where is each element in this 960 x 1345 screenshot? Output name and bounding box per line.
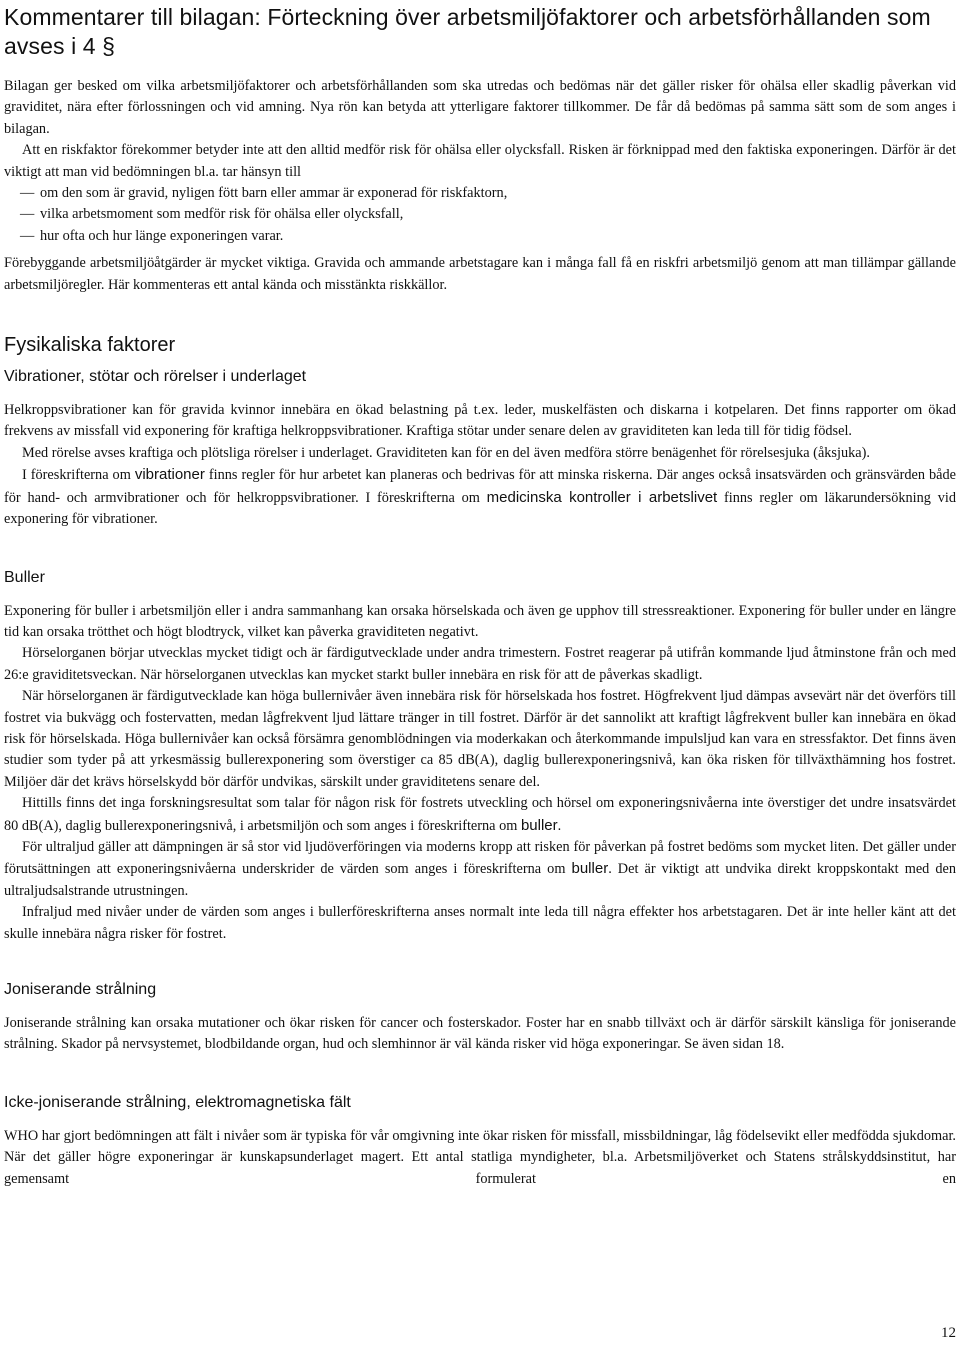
page-number: 12 <box>941 1325 956 1341</box>
text-run: finns regler för hur arbetet kan planeras och bedrivas för att minska riskerna. Där anges också insatsvärden och gränsvärden både för hand- och armvibrationer och för helkroppsvibrationer. I föreskrifterna om <box>4 467 956 506</box>
body-paragraph: Infraljud med nivåer under de värden som anges i bullerföreskrifterna anses normalt inte leda till några effekter hos arbetstagaren. Det är inte heller känt att det skulle innebära några risker för fostret. <box>4 904 956 942</box>
subsection-heading-icke-joniserande: Icke-joniserande strålning, elektromagnetiska fält <box>4 1093 351 1111</box>
body-paragraph <box>4 464 956 530</box>
subsection-heading-buller: Buller <box>4 568 45 586</box>
body-paragraph <box>4 793 956 837</box>
body-paragraph: Exponering för buller i arbetsmiljön eller i andra sammanhang kan orsaka hörselskada och även ge upphov till stressreaktioner. Exponering för buller under en längre tid kan orsaka trötthet och högt blodtryck, vilket kan påverka graviditeten negativt. <box>4 602 956 640</box>
text-run: . Det är viktigt att undvika direkt kroppskontakt med den ultraljudsalstrande utrustningen. <box>4 861 956 899</box>
consideration-list <box>4 183 956 247</box>
subsection-heading-joniserande: Joniserande strålning <box>4 981 157 998</box>
intro-paragraph: Förebyggande arbetsmiljöåtgärder är mycket viktiga. Gravida och ammande arbetstagare kan i många fall få en riskfri arbetsmiljö genom att man tillämpar gällande arbetsmiljöregler. Här kommenteras ett antal kända och misstänkta riskkällor. <box>4 255 956 293</box>
body-paragraph: Helkroppsvibrationer kan för gravida kvinnor innebära en ökad belastning på t.ex. leder, muskelfästen och diskarna i kotpelaren. Det finns rapporter om ökad frekvens av missfall vid exponering för kraftiga helkroppsvibrationer. Kraftiga stötar under senare delen av graviditeten kan leda till för tidig födsel. <box>4 402 956 440</box>
list-item: — hur ofta och hur länge exponeringen varar. <box>4 226 956 247</box>
text-run: finns regler om läkarundersökning vid exponering för vibrationer. <box>4 489 956 528</box>
regulation-link-medicinska-kontroller[interactable]: medicinska kontroller i arbetslivet <box>486 488 718 506</box>
document-title: Kommentarer till bilagan: Förteckning över arbetsmiljöfaktorer och arbetsförhållanden som avses i 4 § <box>4 4 931 59</box>
list-item: — vilka arbetsmoment som medför risk för ohälsa eller olycksfall, <box>4 204 956 225</box>
intro-paragraph: Bilagan ger besked om vilka arbetsmiljöfaktorer och arbetsförhållanden som ska utredas och bedömas när det gäller risker för ohälsa eller skadlig påverkan vid graviditet, nära efter förlossningen och vid amning. Nya rön kan betyda att ytterligare faktorer tillkommer. De får då bedömas på samma sätt som de som anges i bilagan. <box>4 78 956 137</box>
text-run: För ultraljud gäller att dämpningen är så stor vid ljudöverföringen via moderns kropp att risken för påverkan på fostret bedöms som mycket liten. Det gäller under förutsättningen att exponeringsnivåerna underskrider de värden som anges i föreskrifterna om <box>4 838 956 878</box>
body-paragraph: Hörselorganen börjar utvecklas mycket tidigt och är färdigutvecklade under andra trimestern. Fostret reagerar på utifrån kommande ljud åtminstone från och med 26:e graviditetsveckan. När hörselorganen utvecklas kan mycket starkt buller innebära en risk för att de påverkas skadligt. <box>4 645 956 683</box>
section-heading-fysikaliska: Fysikaliska faktorer <box>4 334 176 357</box>
body-paragraph: WHO har gjort bedömningen att fält i nivåer som är typiska för vår omgivning inte ökar risken för missfall, missbildningar, låg födelsevikt eller medfödda sjukdomar. När det gäller högre exponeringar är kunskapsunderlaget magert. Ett antal statliga myndigheter, bl.a. Arbetsmiljöverket och Statens strålskyddsinstitut, har gemensamt formulerat en <box>4 1127 956 1187</box>
list-item: — om den som är gravid, nyligen fött barn eller ammar är exponerad för riskfaktorn, <box>4 183 956 204</box>
regulation-link-buller[interactable]: buller <box>571 860 609 878</box>
intro-paragraph: Att en riskfaktor förekommer betyder inte att den alltid medför risk för ohälsa eller olycksfall. Risken är förknippad med den faktiska exponeringen. Därför är det viktigt att man vid bedömningen bl.a. tar hänsyn till <box>4 142 956 180</box>
body-paragraph: Joniserande strålning kan orsaka mutationer och ökar risken för cancer och fosterskador. Foster har en snabb tillväxt och är därför särskilt känsliga för joniserande strålning. Skador på nervsystemet, blodbildande organ, hud och slemhinnor är väl kända risker vid höga exponeringar. Se även sidan 18. <box>4 1015 956 1053</box>
regulation-link-buller[interactable]: buller <box>520 816 558 834</box>
document-page <box>4 0 956 1190</box>
body-paragraph: När hörselorganen är färdigutvecklade kan höga bullernivåer även innebära risk för hörselskada hos fostret. Högfrekvent ljud dämpas avsevärt när det överförs till fostret via bukvägg och fostervatten, medan lågfrekvent ljud lättare tränger in till fostret. Därför är det sannolikt att kraftigt lågfrekvent buller kan innebära en ökad risk för hörselskada. Höga bullernivåer kan också försämra genomblödningen via moderkakan och återkommande impulsljud kan vara en stressfaktor. Det finns även studier som tyder på att yrkesmässig bullerexponering som överstiger ca 85 dB(A), daglig bullerexponeringsnivå, kan öka risken för tillväxthämning hos fostret. Miljöer där det krävs hörselskydd bör därför undvikas, särskilt under graviditetens senare del. <box>4 688 956 790</box>
body-paragraph: Med rörelse avses kraftiga och plötsliga rörelser i underlaget. Graviditeten kan för en del även medföra större benägenhet för rörelsesjuka (åksjuka). <box>22 444 870 461</box>
text-run: Hittills finns det inga forskningsresultat som talar för någon risk för fostrets utveckling och hörsel om exponeringsnivåerna inte överstiger det undre insatsvärdet 80 dB(A), daglig bullerexponeringsnivå, i arbetsmiljön och som anges i föreskrifterna om <box>4 795 956 834</box>
regulation-link-vibrationer[interactable]: vibrationer <box>134 466 205 484</box>
text-run: I föreskrifterna om <box>22 467 135 484</box>
text-run: . <box>557 817 562 834</box>
subsection-heading-vibrationer: Vibrationer, stötar och rörelser i underlaget <box>4 368 307 386</box>
body-paragraph <box>4 837 956 902</box>
